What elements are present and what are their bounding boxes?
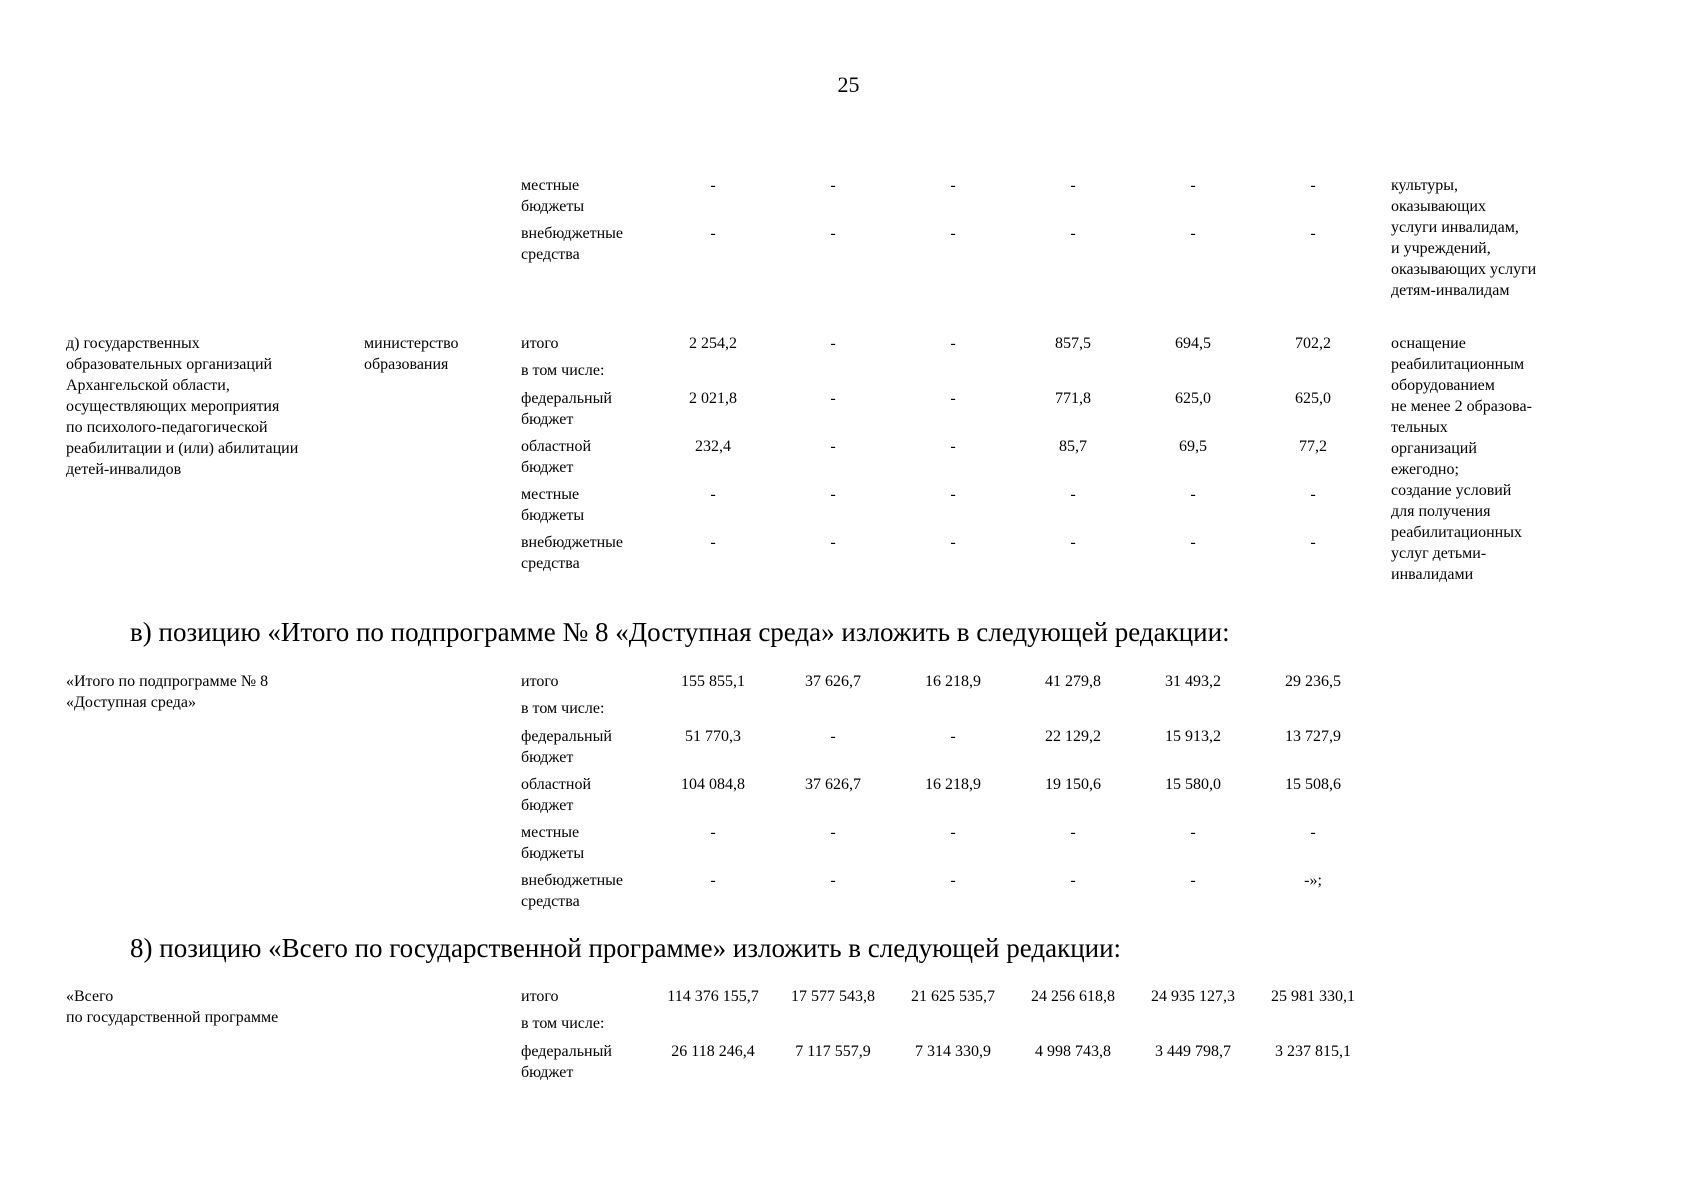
value-cell: 37 626,7 <box>805 776 861 793</box>
value-cell: 702,2 <box>1295 335 1331 352</box>
source-label: местные бюджеты <box>521 486 585 524</box>
value-cell: - <box>950 728 956 745</box>
title-line: детей-инвалидов <box>66 461 182 478</box>
source-label: итого <box>521 673 559 690</box>
value-cell: - <box>1070 177 1076 194</box>
value-cell: 4 998 743,8 <box>1035 1043 1111 1060</box>
source-label: итого <box>521 988 559 1005</box>
value-cell: 31 493,2 <box>1165 673 1221 690</box>
value-cell: 7 314 330,9 <box>915 1043 991 1060</box>
result-line: тельных <box>1391 419 1448 436</box>
value-cell: - <box>710 177 716 194</box>
value-cell: - <box>950 390 956 407</box>
executor <box>364 333 459 375</box>
source-label: в том числе: <box>521 700 605 717</box>
value-cell: 16 218,9 <box>925 673 981 690</box>
value-cell: - <box>1310 824 1316 841</box>
value-cell: - <box>950 824 956 841</box>
source-label: местные бюджеты <box>521 177 585 215</box>
result-line: услуг детьми- <box>1391 545 1487 562</box>
source-label: внебюджетные средства <box>521 534 623 572</box>
value-cell: 85,7 <box>1059 438 1087 455</box>
heading-8: 8) позицию «Всего по государственной программе» изложить в следующей редакции: <box>130 933 1122 963</box>
value-cell: - <box>1070 486 1076 503</box>
value-cell: 2 021,8 <box>689 390 737 407</box>
value-cell: 857,5 <box>1055 335 1091 352</box>
source-label: областной бюджет <box>521 776 592 814</box>
value-cell: - <box>1070 534 1076 551</box>
value-cell: - <box>830 872 836 889</box>
value-cell: 19 150,6 <box>1045 776 1101 793</box>
source-label: внебюджетные средства <box>521 872 623 910</box>
value-cell: - <box>1070 824 1076 841</box>
value-cell: 51 770,3 <box>685 728 741 745</box>
value-cell: 21 625 535,7 <box>911 988 995 1005</box>
value-cell: 25 981 330,1 <box>1271 988 1355 1005</box>
value-cell: 29 236,5 <box>1285 673 1341 690</box>
title-line: образовательных организаций <box>66 356 273 373</box>
value-cell: 16 218,9 <box>925 776 981 793</box>
value-cell: - <box>1190 486 1196 503</box>
value-cell: - <box>1190 225 1196 242</box>
result-line: оснащение <box>1391 335 1466 352</box>
title-line: «Доступная среда» <box>66 694 197 711</box>
result-line: организаций <box>1391 440 1477 457</box>
result-line: инвалидами <box>1391 566 1474 583</box>
result-line: и учреждений, <box>1391 240 1491 257</box>
title-line: д) государственных <box>66 335 200 352</box>
value-cell: 104 084,8 <box>681 776 745 793</box>
result-line: не менее 2 образова- <box>1391 398 1532 415</box>
value-cell: 694,5 <box>1175 335 1211 352</box>
value-cell: 7 117 557,9 <box>795 1043 871 1060</box>
title-line: Архангельской области, <box>66 377 230 394</box>
value-cell: 2 254,2 <box>689 335 737 352</box>
value-cell: 15 580,0 <box>1165 776 1221 793</box>
value-cell: 24 935 127,3 <box>1151 988 1235 1005</box>
result-line: оказывающих услуги <box>1391 261 1537 278</box>
value-cell: - <box>1190 872 1196 889</box>
value-cell: 26 118 246,4 <box>671 1043 755 1060</box>
value-cell: - <box>830 824 836 841</box>
value-cell: 77,2 <box>1299 438 1327 455</box>
value-cell: 155 855,1 <box>681 673 745 690</box>
value-cell: - <box>1310 177 1316 194</box>
summary-title <box>66 671 268 713</box>
value-cell: - <box>710 872 716 889</box>
result-line: оборудованием <box>1391 377 1495 394</box>
result-line: создание условий <box>1391 482 1512 499</box>
measure-title <box>66 333 298 480</box>
value-cell: - <box>1310 486 1316 503</box>
value-cell: - <box>950 872 956 889</box>
executor-line: образования <box>364 356 449 373</box>
value-cell: - <box>830 225 836 242</box>
source-label: итого <box>521 335 559 352</box>
result-line: культуры, <box>1391 177 1459 194</box>
page-number: 25 <box>837 72 860 97</box>
title-line: по психолого-педагогической <box>66 419 268 436</box>
source-label: федеральный бюджет <box>521 728 612 766</box>
value-cell: - <box>830 438 836 455</box>
value-cell: 771,8 <box>1055 390 1091 407</box>
value-cell: - <box>950 335 956 352</box>
value-cell: - <box>830 728 836 745</box>
result-line: оказывающих <box>1391 198 1486 215</box>
value-cell: - <box>950 177 956 194</box>
value-cell: - <box>1190 534 1196 551</box>
value-cell: 37 626,7 <box>805 673 861 690</box>
result-line: реабилитационных <box>1391 524 1522 541</box>
value-cell: - <box>950 225 956 242</box>
value-cell: 24 256 618,8 <box>1031 988 1115 1005</box>
value-cell: - <box>1310 225 1316 242</box>
value-cell: - <box>710 534 716 551</box>
source-label: федеральный бюджет <box>521 1043 612 1081</box>
value-cell: - <box>1070 225 1076 242</box>
value-cell: 625,0 <box>1175 390 1211 407</box>
source-label: федеральный бюджет <box>521 390 612 428</box>
value-cell: - <box>710 486 716 503</box>
value-cell: 232,4 <box>695 438 731 455</box>
total-title <box>66 986 278 1028</box>
value-cell: - <box>950 438 956 455</box>
value-cell: 3 237 815,1 <box>1275 1043 1351 1060</box>
source-label: областной бюджет <box>521 438 592 476</box>
result-line: реабилитационным <box>1391 356 1525 373</box>
title-line: реабилитации и (или) абилитации <box>66 440 299 457</box>
result-text <box>1391 175 1566 301</box>
heading-v: в) позицию «Итого по подпрограмме № 8 «Доступная среда» изложить в следующей редакции: <box>130 617 1230 647</box>
executor-line: министерство <box>364 335 459 352</box>
source-label: в том числе: <box>521 362 605 379</box>
title-line: «Итого по подпрограмме № 8 <box>66 673 269 690</box>
result-line: ежегодно; <box>1391 461 1459 478</box>
result-line: услуги инвалидам, <box>1391 219 1519 236</box>
result-line: детям-инвалидам <box>1391 282 1510 299</box>
title-line: осуществляющих мероприятия <box>66 398 280 415</box>
value-cell: - <box>830 486 836 503</box>
value-cell: - <box>950 486 956 503</box>
value-cell: 41 279,8 <box>1045 673 1101 690</box>
value-cell: - <box>830 534 836 551</box>
value-cell: 17 577 543,8 <box>791 988 875 1005</box>
value-cell: 625,0 <box>1295 390 1331 407</box>
title-line: по государственной программе <box>66 1009 279 1026</box>
value-cell: - <box>830 335 836 352</box>
title-line: «Всего <box>66 988 114 1005</box>
value-cell: - <box>830 177 836 194</box>
result-text <box>1391 333 1532 585</box>
value-cell: - <box>1310 534 1316 551</box>
value-cell: - <box>830 390 836 407</box>
value-cell: 15 508,6 <box>1285 776 1341 793</box>
value-cell: 69,5 <box>1179 438 1207 455</box>
source-label: местные бюджеты <box>521 824 585 862</box>
value-cell: - <box>1190 824 1196 841</box>
source-label: внебюджетные средства <box>521 225 623 263</box>
value-cell: -»; <box>1304 872 1322 889</box>
value-cell: - <box>950 534 956 551</box>
value-cell: - <box>710 225 716 242</box>
value-cell: 114 376 155,7 <box>667 988 759 1005</box>
source-label: в том числе: <box>521 1015 605 1032</box>
value-cell: 15 913,2 <box>1165 728 1221 745</box>
value-cell: 13 727,9 <box>1285 728 1341 745</box>
value-cell: 3 449 798,7 <box>1155 1043 1231 1060</box>
value-cell: - <box>1070 872 1076 889</box>
value-cell: - <box>710 824 716 841</box>
result-line: для получения <box>1391 503 1491 520</box>
value-cell: - <box>1190 177 1196 194</box>
value-cell: 22 129,2 <box>1045 728 1101 745</box>
